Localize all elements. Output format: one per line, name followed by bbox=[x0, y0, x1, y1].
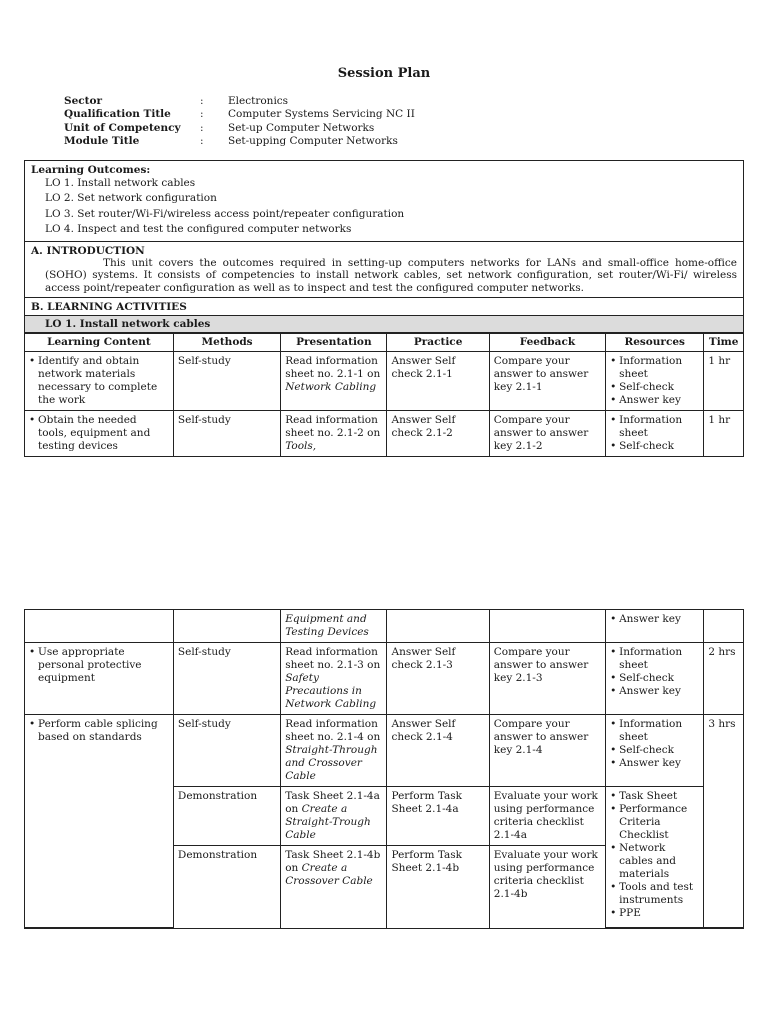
table-row bbox=[25, 715, 743, 787]
resources-cell bbox=[606, 715, 704, 787]
column-header: Feedback bbox=[489, 334, 605, 352]
lo-heading: LO 1. Install network cables bbox=[25, 316, 743, 333]
resource-item: • Information sheet bbox=[610, 414, 699, 440]
meta-row-qualification bbox=[64, 108, 415, 121]
meta-value: Set-upping Computer Networks bbox=[228, 134, 398, 147]
outcome-item: LO 2. Set network configuration bbox=[45, 192, 217, 205]
column-header: Methods bbox=[173, 334, 280, 352]
learning-content: • Identify and obtain network materials necessary to complete the work bbox=[29, 355, 169, 407]
meta-value: Set-up Computer Networks bbox=[228, 121, 375, 134]
column-header: Resources bbox=[606, 334, 704, 352]
presentation-topic: Tools, bbox=[285, 440, 317, 453]
introduction-text: This unit covers the outcomes required in setting-up computers networks for LANs and small-office home-office (SOHO) systems. It consists of competencies to install network cables, set network configuration, set router/Wi-Fi/ wireless access point/repeater configuration as well as to inspect and test the configured computer networks. bbox=[45, 256, 737, 294]
presentation-text: Read information sheet no. 2.1-4 on bbox=[285, 718, 381, 743]
presentation-text: Read information sheet no. 2.1-1 on bbox=[285, 355, 381, 381]
outcome-item: LO 4. Inspect and test the configured computer networks bbox=[45, 223, 352, 236]
presentation-text: Task Sheet 2.1-4a on bbox=[285, 790, 380, 815]
column-header: Learning Content bbox=[25, 334, 173, 352]
presentation-cell bbox=[281, 846, 387, 928]
feedback-cell: Evaluate your work using performance criteria checklist 2.1-4b bbox=[489, 846, 605, 928]
session-meta bbox=[64, 95, 415, 148]
column-header: Time bbox=[704, 334, 743, 352]
meta-value: Computer Systems Servicing NC II bbox=[228, 108, 415, 121]
feedback-cell: Compare your answer to answer key 2.1-2 bbox=[489, 411, 605, 457]
resource-item: • Answer key bbox=[610, 685, 699, 698]
practice-cell bbox=[387, 610, 489, 643]
column-header: Presentation bbox=[281, 334, 387, 352]
presentation-topic: Safety Precautions in Network Cabling bbox=[285, 672, 377, 710]
introduction-heading: A. INTRODUCTION bbox=[31, 244, 145, 257]
learning-content-cell bbox=[25, 610, 173, 643]
activities-heading: B. LEARNING ACTIVITIES bbox=[31, 301, 187, 314]
method-cell: Self-study bbox=[173, 411, 280, 457]
table-row bbox=[25, 610, 743, 643]
resource-item: • Answer key bbox=[610, 757, 699, 770]
presentation-cell bbox=[281, 715, 387, 787]
feedback-cell: Compare your answer to answer key 2.1-3 bbox=[489, 643, 605, 715]
practice-cell: Answer Self check 2.1-2 bbox=[387, 411, 489, 457]
learning-content-cell bbox=[25, 352, 173, 411]
meta-label: Sector bbox=[64, 95, 103, 107]
presentation-topic: Straight-Through and Crossover Cable bbox=[285, 744, 378, 782]
meta-row-sector bbox=[64, 95, 415, 108]
presentation-text: Read information sheet no. 2.1-3 on bbox=[285, 646, 381, 671]
learning-content: • Perform cable splicing based on standards bbox=[29, 718, 169, 744]
resource-item: • Task Sheet bbox=[610, 790, 699, 803]
column-header: Practice bbox=[387, 334, 489, 352]
feedback-cell bbox=[489, 610, 605, 643]
resource-item: • Answer key bbox=[610, 613, 699, 626]
method-cell: Demonstration bbox=[173, 846, 280, 928]
table-row bbox=[25, 411, 743, 457]
method-cell: Self-study bbox=[173, 643, 280, 715]
meta-row-unit bbox=[64, 122, 415, 135]
method-cell: Self-study bbox=[173, 352, 280, 411]
meta-row-module bbox=[64, 135, 415, 148]
table-row bbox=[25, 352, 743, 411]
presentation-topic: Equipment and Testing Devices bbox=[285, 613, 369, 638]
learning-content: • Obtain the needed tools, equipment and testing devices bbox=[29, 414, 169, 453]
resources-cell bbox=[606, 411, 704, 457]
learning-content-cell bbox=[25, 411, 173, 457]
feedback-cell: Compare your answer to answer key 2.1-4 bbox=[489, 715, 605, 787]
method-cell: Demonstration bbox=[173, 787, 280, 846]
method-cell bbox=[173, 610, 280, 643]
learning-content-cell bbox=[25, 643, 173, 715]
presentation-cell bbox=[281, 352, 387, 411]
learning-outcomes-section bbox=[25, 161, 743, 242]
method-cell: Self-study bbox=[173, 715, 280, 787]
outcome-item: LO 3. Set router/Wi-Fi/wireless access point/repeater configuration bbox=[45, 207, 405, 220]
time-cell bbox=[704, 610, 743, 643]
feedback-cell: Evaluate your work using performance criteria checklist 2.1-4a bbox=[489, 787, 605, 846]
time-cell: 3 hrs bbox=[704, 715, 743, 928]
presentation-cell bbox=[281, 643, 387, 715]
activities-heading-section bbox=[25, 298, 743, 316]
resource-item: • Tools and test instruments bbox=[610, 881, 699, 907]
activities-table bbox=[25, 333, 743, 456]
time-cell: 2 hrs bbox=[704, 643, 743, 715]
presentation-text: Read information sheet no. 2.1-2 on bbox=[285, 414, 381, 440]
resource-item: • Self-check bbox=[610, 672, 699, 685]
table-row bbox=[25, 643, 743, 715]
resource-item: • Answer key bbox=[610, 394, 699, 407]
presentation-cell bbox=[281, 411, 387, 457]
presentation-cell bbox=[281, 787, 387, 846]
presentation-text: Task Sheet 2.1-4b on bbox=[285, 849, 381, 874]
practice-cell: Answer Self check 2.1-4 bbox=[387, 715, 489, 787]
introduction-section bbox=[25, 242, 743, 299]
presentation-topic: Network Cabling bbox=[285, 381, 377, 394]
meta-colon: : bbox=[200, 108, 204, 121]
meta-label: Module Title bbox=[64, 134, 140, 147]
resources-cell bbox=[606, 352, 704, 411]
meta-label: Qualification Title bbox=[64, 108, 171, 121]
resource-item: • Self-check bbox=[610, 381, 699, 394]
resource-item: • Network cables and materials bbox=[610, 842, 699, 881]
session-plan-continued-box bbox=[24, 609, 744, 929]
resources-cell bbox=[606, 643, 704, 715]
learning-content: • Use appropriate personal protective equipment bbox=[29, 646, 169, 685]
presentation-topic: Create a Straight-Trough Cable bbox=[285, 803, 371, 841]
practice-cell: Perform Task Sheet 2.1-4b bbox=[387, 846, 489, 928]
meta-value: Electronics bbox=[228, 95, 289, 107]
presentation-topic: Create a Crossover Cable bbox=[285, 862, 373, 887]
resource-item: • Self-check bbox=[610, 440, 699, 453]
resource-item: • Information sheet bbox=[610, 718, 699, 744]
outcomes-heading: Learning Outcomes: bbox=[31, 164, 151, 176]
feedback-cell: Compare your answer to answer key 2.1-1 bbox=[489, 352, 605, 411]
meta-colon: : bbox=[200, 134, 204, 147]
outcome-item: LO 1. Install network cables bbox=[45, 177, 196, 189]
resource-item: • Performance Criteria Checklist bbox=[610, 803, 699, 842]
meta-colon: : bbox=[200, 121, 204, 134]
page-title: Session Plan bbox=[337, 66, 431, 81]
resource-item: • PPE bbox=[610, 907, 699, 920]
learning-content-cell bbox=[25, 715, 173, 928]
presentation-cell bbox=[281, 610, 387, 643]
resources-cell bbox=[606, 610, 704, 643]
practice-cell: Answer Self check 2.1-3 bbox=[387, 643, 489, 715]
time-cell: 1 hr bbox=[704, 411, 743, 457]
session-plan-box bbox=[24, 160, 744, 457]
meta-colon: : bbox=[200, 95, 204, 107]
resource-item: • Self-check bbox=[610, 744, 699, 757]
resources-cell bbox=[606, 787, 704, 928]
resource-item: • Information sheet bbox=[610, 646, 699, 672]
table-header-row bbox=[25, 334, 743, 352]
practice-cell: Answer Self check 2.1-1 bbox=[387, 352, 489, 411]
resource-item: • Information sheet bbox=[610, 355, 699, 381]
practice-cell: Perform Task Sheet 2.1-4a bbox=[387, 787, 489, 846]
time-cell: 1 hr bbox=[704, 352, 743, 411]
activities-table-continued bbox=[25, 610, 743, 928]
meta-label: Unit of Competency bbox=[64, 121, 181, 134]
